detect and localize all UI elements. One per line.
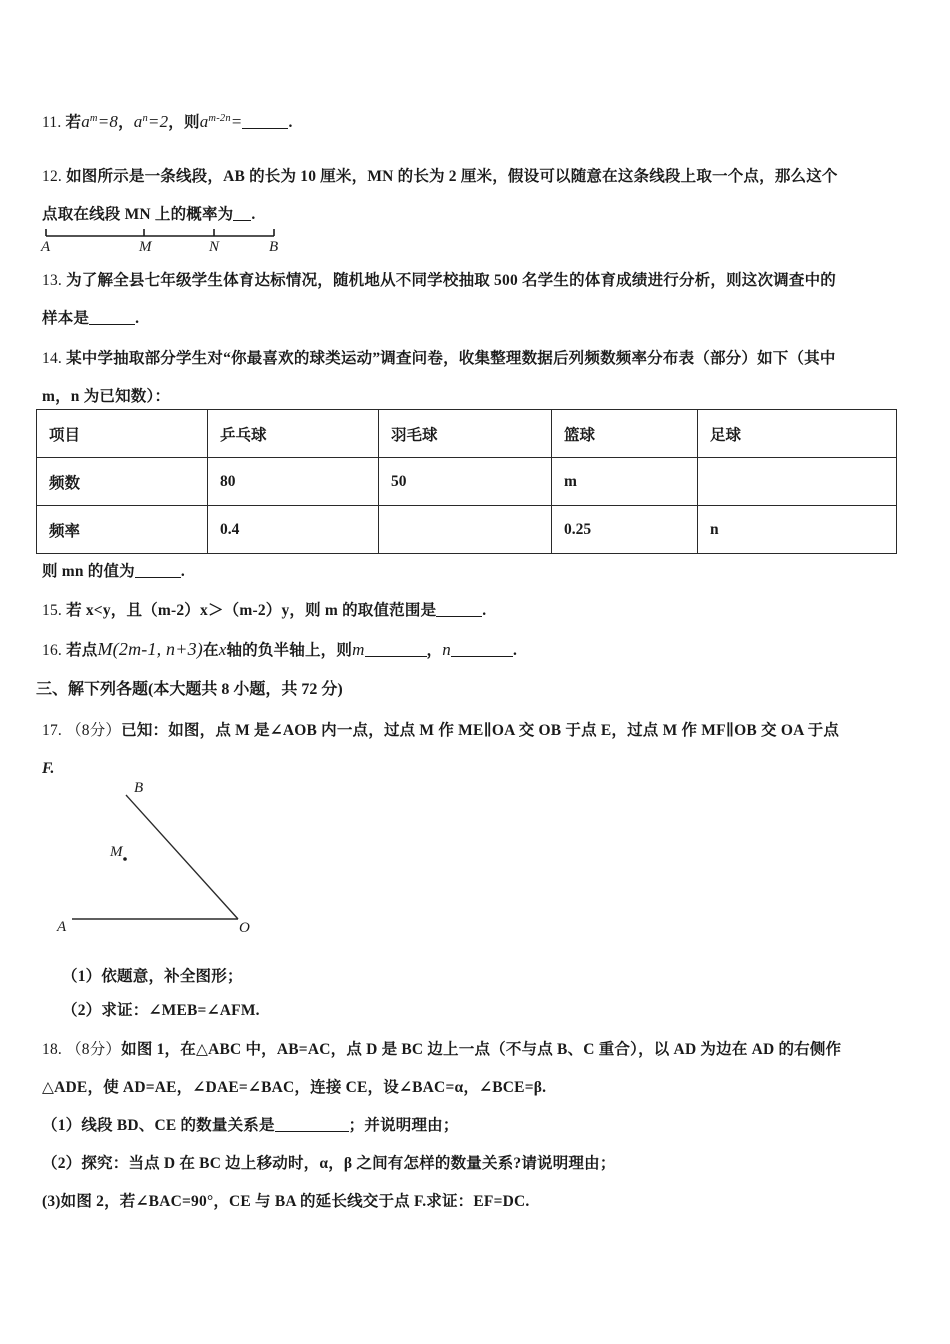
cell-count-football [698, 458, 897, 506]
angle-label-a: A [57, 919, 67, 935]
question-12-line-1 [42, 158, 838, 196]
q11-answer-blank[interactable] [242, 128, 288, 129]
question-17-text-2: F. [42, 760, 55, 777]
table-header-basketball: 篮球 [552, 410, 698, 458]
q11-expr1-rest: =8 [97, 112, 119, 132]
q16-period: . [512, 642, 518, 659]
q16-point-label: M [97, 639, 113, 659]
question-11 [42, 100, 293, 142]
row-label-frequency-rate: 频率 [37, 506, 208, 554]
question-18-part-1-tail: ；并说明理由； [348, 1117, 459, 1134]
q11-expr2-rest: =2 [147, 112, 169, 132]
question-14-text-3: 则 mn 的值为 [42, 563, 135, 580]
point-m-dot [123, 857, 127, 861]
ray-ob [126, 795, 238, 919]
q13-answer-blank[interactable] [89, 324, 135, 325]
question-16-number: 16. [42, 642, 62, 659]
q11-expr1-base: a [81, 112, 90, 132]
question-18-part-1 [42, 1107, 459, 1145]
question-14-line-1 [42, 340, 836, 378]
q16-answer-blank-n[interactable] [451, 656, 513, 657]
table-header-football: 足球 [698, 410, 897, 458]
row-label-frequency-count: 频数 [37, 458, 208, 506]
question-15 [42, 592, 486, 630]
q15-answer-blank[interactable] [436, 616, 482, 617]
q16-point-coords: (2m-1, n+3) [112, 639, 203, 659]
question-18-line-1 [42, 1031, 841, 1069]
table-header-pingpong: 乒乓球 [208, 410, 379, 458]
question-13-line-1 [42, 262, 836, 300]
question-12-number: 12. [42, 168, 62, 185]
question-18-line-2: △ADE，使 AD=AE，∠DAE=∠BAC，连接 CE，设∠BAC=α，∠BCE=β. [42, 1079, 547, 1096]
cell-rate-pingpong: 0.4 [208, 506, 379, 554]
frequency-table [36, 409, 897, 554]
q11-comma-1: ， [118, 114, 134, 132]
cell-rate-football: n [698, 506, 897, 554]
angle-label-o: O [239, 920, 250, 936]
question-17-text-1: 已知：如图，点 M 是∠AOB 内一点，过点 M 作 ME∥OA 交 OB 于点 E，过点 M 作 MF∥OB 交 OA 于点 [121, 722, 840, 739]
q16-answer-blank-m[interactable] [365, 656, 427, 657]
q11-period: . [288, 114, 293, 132]
question-15-number: 15. [42, 602, 62, 619]
cell-count-pingpong: 80 [208, 458, 379, 506]
table-header-item: 项目 [37, 410, 208, 458]
q18-answer-blank[interactable] [275, 1131, 349, 1132]
table-row-frequency-count [37, 458, 897, 506]
question-17-score: （8分） [66, 722, 122, 739]
question-11-lead: 若 [65, 114, 82, 132]
question-12-segment-diagram [40, 228, 280, 254]
segment-label-n: N [209, 239, 220, 254]
cell-count-badminton: 50 [379, 458, 552, 506]
question-17-part-2: （2）求证：∠MEB=∠AFM. [62, 1002, 260, 1019]
q12-answer-blank[interactable] [233, 220, 251, 221]
question-17-angle-diagram [40, 778, 310, 953]
table-row-frequency-rate [37, 506, 897, 554]
segment-label-b: B [269, 239, 279, 254]
angle-label-b: B [134, 780, 144, 796]
question-18-part-1-text: （1）线段 BD、CE 的数量关系是 [42, 1117, 275, 1134]
q11-expr3-sup: m-2n [208, 113, 231, 124]
question-12-text-1: 如图所示是一条线段，AB 的长为 10 厘米，MN 的长为 2 厘米，假设可以随意在这条线段上取一个点，那么这个 [66, 168, 838, 185]
question-13-text-2: 样本是 [42, 310, 90, 327]
question-18-text-1: 如图 1，在△ABC 中，AB=AC，点 D 是 BC 边上一点（不与点 B、C 重合），以 AD 为边在 AD 的右侧作 [121, 1041, 842, 1058]
question-11-number: 11. [42, 114, 62, 132]
section-3-heading: 三、解下列各题(本大题共 8 小题，共 72 分) [36, 681, 343, 698]
q16-var-m: m [352, 640, 365, 659]
question-18-number: 18. [42, 1041, 62, 1058]
question-14-text-1: 某中学抽取部分学生对“你最喜欢的球类运动”调查问卷，收集整理数据后列频数频率分布表（部分）如下（其中 [66, 350, 836, 367]
segment-label-a: A [41, 239, 51, 254]
table-header-badminton: 羽毛球 [379, 410, 552, 458]
q11-expr3-base: a [199, 112, 209, 132]
q11-expr2-sup: n [142, 113, 148, 124]
question-14-number: 14. [42, 350, 62, 367]
q13-period: . [135, 310, 140, 327]
q11-expr2-base: a [133, 112, 143, 132]
angle-figure-svg [40, 778, 310, 953]
q12-period: . [251, 206, 256, 223]
cell-count-basketball: m [552, 458, 698, 506]
question-13-line-2 [42, 300, 139, 338]
question-15-text: 若 x<y，且（m-2）x＞（m-2）y，则 m 的取值范围是 [66, 602, 437, 619]
segment-label-m: M [139, 239, 152, 254]
angle-label-m: M [110, 844, 123, 860]
question-14-text-2: m，n 为已知数）： [42, 388, 171, 405]
q16-axis-var: x [218, 640, 227, 659]
question-13-number: 13. [42, 272, 62, 289]
question-13-text-1: 为了解全县七年级学生体育达标情况，随机地从不同学校抽取 500 名学生的体育成绩进行分析，则这次调查中的 [66, 272, 836, 289]
question-16-lead: 若点 [66, 642, 98, 659]
question-12-text-2: 点取在线段 MN 上的概率为 [42, 206, 234, 223]
q16-var-n: n [442, 640, 451, 659]
q11-expr3-rest: = [230, 112, 243, 132]
q16-comma: ， [426, 642, 443, 659]
question-17-part-1: （1）依题意，补全图形； [62, 968, 243, 985]
question-16 [42, 630, 517, 670]
q15-period: . [482, 602, 487, 619]
cell-rate-basketball: 0.25 [552, 506, 698, 554]
q11-then: 则 [184, 114, 200, 132]
table-row-header [37, 410, 897, 458]
question-18-score: （8分） [66, 1041, 122, 1058]
q14-period: . [180, 563, 185, 580]
question-18-part-2: （2）探究：当点 D 在 BC 边上移动时，α，β 之间有怎样的数量关系?请说明理由； [42, 1155, 616, 1172]
question-17-number: 17. [42, 722, 62, 739]
question-17-line-1 [42, 712, 839, 750]
segment-figure-svg [40, 228, 280, 254]
q11-expr1-sup: m [89, 113, 98, 124]
q16-mid-2: 轴的负半轴上，则 [226, 642, 353, 659]
cell-rate-badminton [379, 506, 552, 554]
question-14-line-3 [42, 553, 185, 591]
q16-mid-1: 在 [203, 642, 219, 659]
q14-answer-blank[interactable] [135, 577, 181, 578]
question-18-part-3: (3)如图 2，若∠BAC=90°，CE 与 BA 的延长线交于点 F.求证：EF=DC. [42, 1193, 530, 1210]
q11-comma-2: ， [168, 114, 184, 132]
